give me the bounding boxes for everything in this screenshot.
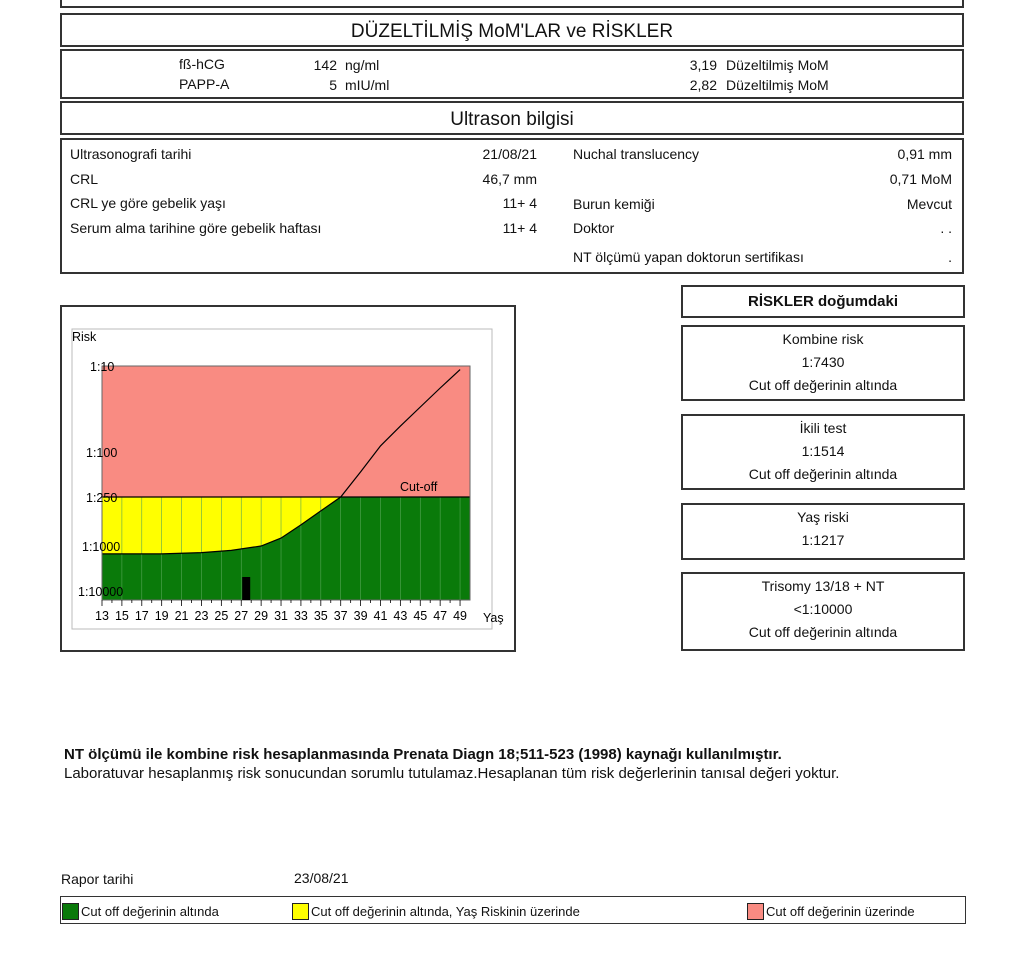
x-tick-label: 45 bbox=[413, 609, 428, 623]
us-left-value: 46,7 mm bbox=[482, 170, 537, 187]
x-tick-label: 15 bbox=[114, 609, 129, 623]
note-bold: NT ölçümü ile kombine risk hesaplanmasında Prenata Diagn 18;511-523 (1998) kaynağı kullanılmıştır. bbox=[64, 746, 782, 763]
risk-line: 1:1514 bbox=[801, 443, 845, 459]
y-tick-label: 1:10 bbox=[90, 360, 115, 374]
analyte-name: fß-hCG bbox=[179, 56, 225, 72]
corrected-title-box bbox=[60, 13, 964, 47]
us-right-value: 0,91 mm bbox=[897, 146, 952, 162]
us-left-value: 11+ 4 bbox=[502, 219, 537, 236]
x-tick-label: 17 bbox=[134, 609, 149, 623]
y-tick-label: 1:100 bbox=[86, 446, 118, 460]
y-axis-label: Risk bbox=[72, 330, 97, 344]
x-tick-label: 47 bbox=[433, 609, 448, 623]
report-date-label: Rapor tarihi bbox=[61, 871, 134, 887]
ultrasound-title-box bbox=[60, 101, 964, 135]
risk-line: Yaş riski bbox=[797, 509, 849, 525]
risk-box-3 bbox=[681, 572, 965, 651]
x-tick-label: 43 bbox=[393, 609, 408, 623]
x-tick-label: 49 bbox=[453, 609, 468, 623]
risk-box-0 bbox=[681, 325, 965, 401]
risk-box-1 bbox=[681, 414, 965, 490]
us-right-value: . . bbox=[940, 220, 952, 236]
us-left-value: 21/08/21 bbox=[482, 146, 537, 162]
ultrasound-info bbox=[60, 138, 964, 274]
us-right-label: Burun kemiği bbox=[573, 196, 655, 212]
analyte-mom: 2,82 bbox=[689, 77, 717, 93]
corrected-title: DÜZELTİLMİŞ MoM'LAR ve RİSKLER bbox=[350, 21, 674, 42]
analyte-name: PAPP-A bbox=[179, 76, 230, 92]
risk-line: 1:7430 bbox=[801, 354, 845, 370]
patient-marker bbox=[242, 577, 250, 600]
top-box-edge bbox=[60, 0, 964, 8]
x-tick-label: 37 bbox=[333, 609, 348, 623]
x-tick-label: 13 bbox=[95, 609, 109, 623]
report-date-value: 23/08/21 bbox=[294, 870, 349, 886]
us-right-label: Doktor bbox=[573, 220, 615, 236]
x-tick-label: 21 bbox=[174, 609, 189, 623]
analyte-unit: ng/ml bbox=[345, 57, 380, 73]
risk-line: Cut off değerinin altında bbox=[748, 466, 898, 482]
legend-text-0: Cut off değerinin altında bbox=[81, 904, 219, 919]
x-tick-label: 19 bbox=[154, 609, 169, 623]
risk-line: Kombine risk bbox=[782, 331, 864, 347]
x-tick-label: 39 bbox=[353, 609, 368, 623]
risk-line: Trisomy 13/18 + NT bbox=[761, 578, 885, 594]
risk-line: İkili test bbox=[799, 420, 847, 436]
us-left-label: Ultrasonografi tarihi bbox=[70, 146, 192, 162]
x-tick-label: 29 bbox=[254, 609, 269, 623]
analyte-mom-label: Düzeltilmiş MoM bbox=[726, 57, 829, 73]
risks-title-box bbox=[681, 285, 965, 318]
x-tick-label: 23 bbox=[194, 609, 209, 623]
x-tick-label: 35 bbox=[313, 609, 328, 623]
us-left-label: Serum alma tarihine göre gebelik haftası bbox=[70, 219, 322, 236]
analyte-value: 5 bbox=[329, 77, 337, 93]
us-right-value: Mevcut bbox=[906, 196, 952, 212]
legend-swatch-1 bbox=[292, 903, 309, 920]
legend-swatch-2 bbox=[747, 903, 764, 920]
legend-text-2: Cut off değerinin üzerinde bbox=[766, 904, 915, 919]
analyte-value: 142 bbox=[313, 57, 337, 73]
risks-title: RİSKLER doğumdaki bbox=[747, 293, 898, 310]
y-tick-label: 1:10000 bbox=[78, 585, 124, 599]
x-axis-label: Yaş bbox=[483, 611, 504, 625]
corrected-table bbox=[60, 49, 964, 99]
analyte-unit: mIU/ml bbox=[345, 77, 390, 93]
risk-chart-frame bbox=[60, 305, 516, 652]
x-tick-label: 33 bbox=[293, 609, 308, 623]
analyte-mom-label: Düzeltilmiş MoM bbox=[726, 77, 829, 93]
x-tick-label: 41 bbox=[373, 609, 388, 623]
legend-swatch-0 bbox=[62, 903, 79, 920]
risk-line: 1:1217 bbox=[801, 532, 845, 548]
cutoff-label: Cut-off bbox=[400, 480, 438, 494]
us-left-label: CRL ye göre gebelik yaşı bbox=[70, 195, 226, 211]
x-tick-label: 27 bbox=[234, 609, 249, 623]
risk-box-2 bbox=[681, 503, 965, 560]
us-right-label: NT ölçümü yapan doktorun sertifikası bbox=[573, 249, 804, 265]
us-right-label: Nuchal translucency bbox=[573, 146, 700, 162]
us-left-value: 11+ 4 bbox=[502, 195, 537, 211]
legend-text-1: Cut off değerinin altında, Yaş Riskinin üzerinde bbox=[311, 904, 580, 919]
us-left-label: CRL bbox=[70, 170, 99, 187]
risk-line: Cut off değerinin altında bbox=[748, 624, 898, 640]
x-tick-label: 31 bbox=[274, 609, 288, 623]
note-normal: Laboratuvar hesaplanmış risk sonucundan sorumlu tutulamaz.Hesaplanan tüm risk değerlerinin tanısal değeri yoktur. bbox=[64, 765, 840, 782]
risk-line: <1:10000 bbox=[793, 601, 853, 617]
analyte-mom: 3,19 bbox=[689, 57, 717, 73]
y-tick-label: 1:250 bbox=[86, 491, 118, 505]
ultrasound-title: Ultrason bilgisi bbox=[450, 109, 574, 130]
us-right-value: . bbox=[948, 249, 952, 265]
risk-line: Cut off değerinin altında bbox=[748, 377, 898, 393]
red-zone bbox=[102, 366, 470, 497]
y-tick-label: 1:1000 bbox=[82, 540, 121, 554]
x-tick-label: 25 bbox=[214, 609, 229, 623]
risk-chart bbox=[62, 307, 514, 650]
us-right-value: 0,71 MoM bbox=[889, 171, 952, 187]
